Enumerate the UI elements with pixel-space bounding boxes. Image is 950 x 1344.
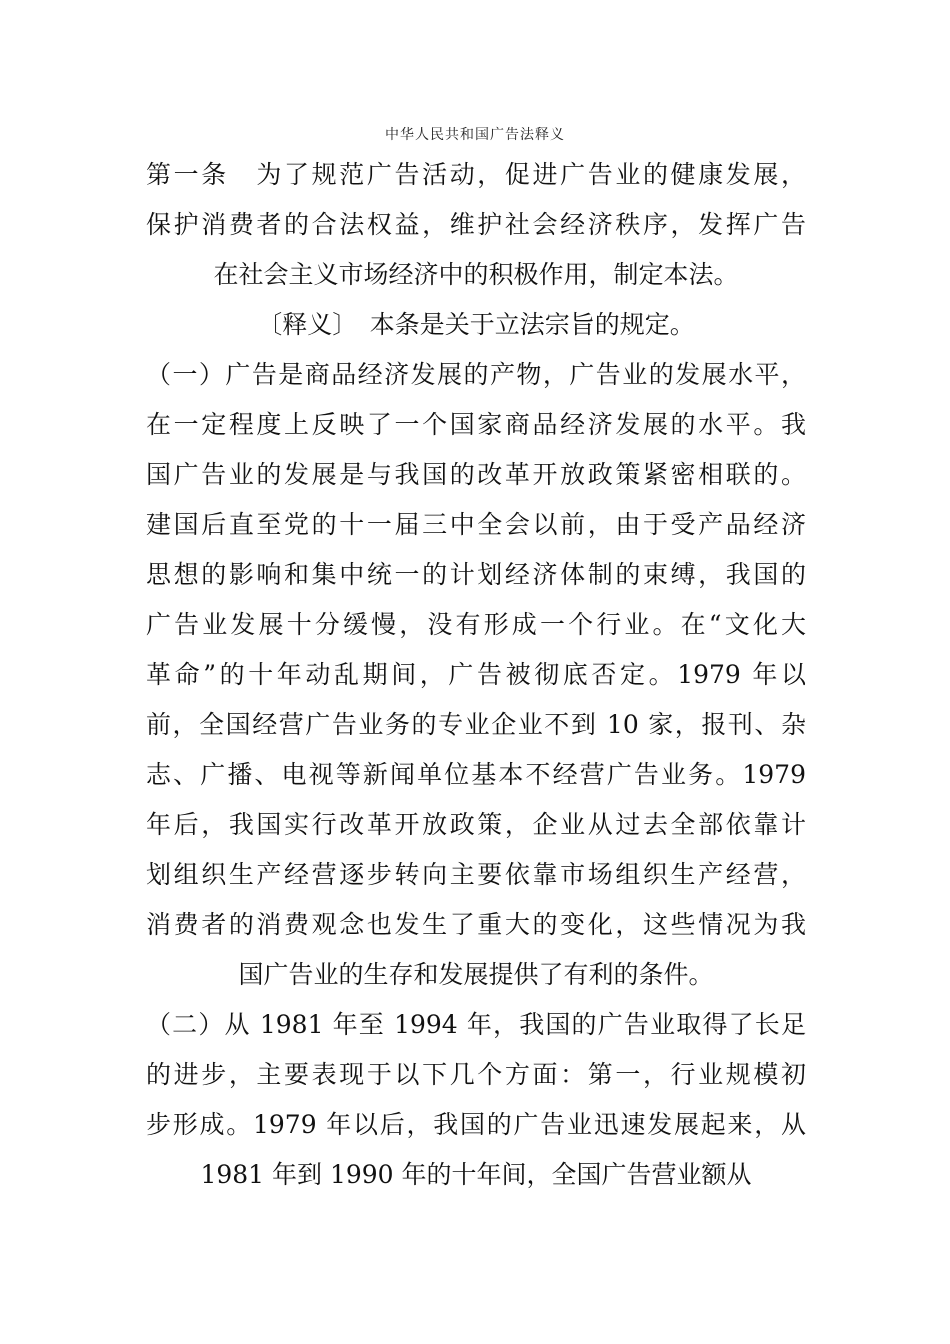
text-line: 划组织生产经营逐步转向主要依靠市场组织生产经营， bbox=[146, 860, 806, 889]
text-line: 志、广播、电视等新闻单位基本不经营广告业务。1979 bbox=[146, 760, 806, 789]
text-line: （二）从 1981 年至 1994 年，我国的广告业取得了长足 bbox=[146, 1010, 806, 1039]
text-line: 广告业发展十分缓慢，没有形成一个行业。在“文化大 bbox=[146, 610, 806, 639]
text-line: 国广告业的发展是与我国的改革开放政策紧密相联的。 bbox=[146, 460, 806, 489]
text-line: 年后，我国实行改革开放政策，企业从过去全部依靠计 bbox=[146, 810, 806, 839]
text-line: 前，全国经营广告业务的专业企业不到 10 家，报刊、杂 bbox=[146, 710, 806, 739]
text-line: 1981 年到 1990 年的十年间，全国广告营业额从 bbox=[200, 1160, 752, 1189]
text-line: 思想的影响和集中统一的计划经济体制的束缚，我国的 bbox=[146, 560, 806, 589]
text-line: （一）广告是商品经济发展的产物，广告业的发展水平， bbox=[146, 360, 806, 389]
text-line: 国广告业的生存和发展提供了有利的条件。 bbox=[238, 960, 714, 989]
explanation-heading: 〔释义〕 本条是关于立法宗旨的规定。 bbox=[257, 310, 695, 339]
text-line: 革命”的十年动乱期间，广告被彻底否定。1979 年以 bbox=[146, 660, 806, 689]
text-line: 第一条 为了规范广告活动，促进广告业的健康发展， bbox=[146, 160, 806, 189]
page-header: 中华人民共和国广告法释义 bbox=[385, 127, 565, 143]
text-line: 步形成。1979 年以后，我国的广告业迅速发展起来，从 bbox=[146, 1110, 806, 1139]
text-line: 保护消费者的合法权益，维护社会经济秩序，发挥广告 bbox=[146, 210, 806, 239]
text-line: 消费者的消费观念也发生了重大的变化，这些情况为我 bbox=[146, 910, 806, 939]
text-line: 在社会主义市场经济中的积极作用，制定本法。 bbox=[213, 260, 739, 289]
text-line: 在一定程度上反映了一个国家商品经济发展的水平。我 bbox=[146, 410, 806, 439]
text-line: 的进步，主要表现于以下几个方面：第一，行业规模初 bbox=[146, 1060, 806, 1089]
text-line: 建国后直至党的十一届三中全会以前，由于受产品经济 bbox=[146, 510, 806, 539]
document-body bbox=[146, 150, 806, 1200]
